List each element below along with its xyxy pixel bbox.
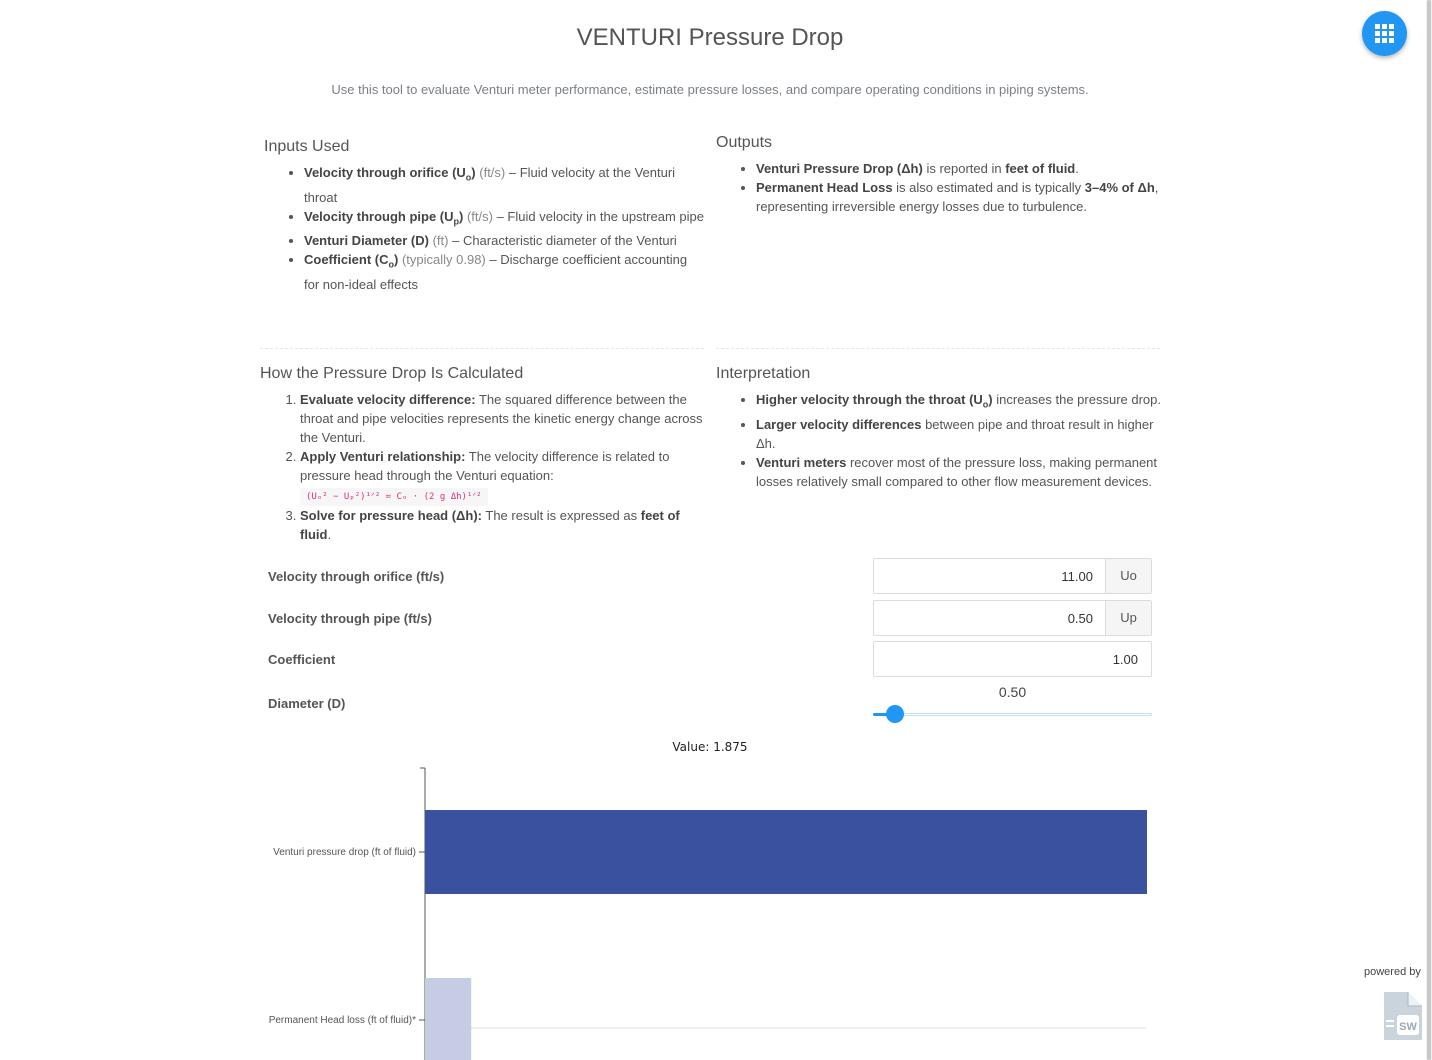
output-item-pressure-drop: • Venturi Pressure Drop (Δh) is reported in feet of fluid. <box>756 159 1166 178</box>
inputs-used-section <box>264 137 704 294</box>
outputs-section <box>716 133 1166 216</box>
result-value: Value: 1.875 <box>672 740 748 754</box>
chart-bar <box>425 978 471 1060</box>
uo-input[interactable] <box>873 558 1152 594</box>
diameter-label: Diameter (D) <box>268 696 346 711</box>
calc-step-2: 2. Apply Venturi relationship: The velocity difference is related to pressure head through the Venturi equation: (Uₒ² − Uₚ²)¹ᐟ² = Cₒ · (2 g Δh)¹ᐟ² <box>300 447 710 506</box>
chart-bar <box>425 810 1147 894</box>
calc-step-1: 1. Evaluate velocity difference: The squared difference between the throat and pipe velocities represents the kinetic energy change across the Venturi. <box>300 390 710 447</box>
interp-item-1: • Higher velocity through the throat $(U_o)$ increases the pressure drop. <box>756 390 1166 415</box>
section-divider-left <box>260 348 704 349</box>
up-addon: Up <box>1105 601 1151 635</box>
coefficient-label: Coefficient <box>268 652 336 667</box>
interpretation-heading: Interpretation <box>716 365 811 382</box>
section-divider-right <box>716 348 1160 349</box>
calculation-section <box>260 364 710 544</box>
diameter-slider-thumb[interactable] <box>886 705 904 723</box>
chart-y-tick-label: Permanent Head loss (ft of fluid)* <box>268 1015 416 1026</box>
output-item-head-loss: • Permanent Head Loss is also estimated and is typically 3–4% of Δh, representing irreversible energy losses due to turbulence. <box>756 178 1166 216</box>
powered-by-label: powered by <box>1364 966 1421 978</box>
chart-y-tick-label: Venturi pressure drop (ft of fluid) <box>273 847 416 858</box>
diameter-value: 0.50 <box>998 684 1027 700</box>
page-title: VENTURI Pressure Drop <box>576 24 844 51</box>
pressure-chart <box>250 760 1160 1060</box>
sw-logo-text: SW <box>1399 1021 1417 1033</box>
page-subtitle: Use this tool to evaluate Venturi meter performance, estimate pressure losses, and compare operating conditions in piping systems. <box>331 82 1089 97</box>
outputs-heading: Outputs <box>716 134 773 151</box>
calc-step-3: 3. Solve for pressure head (Δh): The result is expressed as feet of fluid. <box>300 506 710 544</box>
inputs-used-heading: Inputs Used <box>264 138 350 155</box>
sw-logo-icon[interactable] <box>1382 990 1424 1042</box>
venturi-formula: (Uₒ² − Uₚ²)¹ᐟ² = Cₒ · (2 g Δh)¹ᐟ² <box>300 488 488 506</box>
scrollbar-thumb[interactable] <box>1427 0 1431 1060</box>
up-label: Velocity through pipe (ft/s) <box>268 611 432 626</box>
interpretation-section <box>716 364 1166 491</box>
calculation-heading: How the Pressure Drop Is Calculated <box>260 365 524 382</box>
interp-item-3: • Venturi meters recover most of the pressure loss, making permanent losses relatively small compared to other flow measurement devices. <box>756 453 1166 491</box>
input-item-up: • Velocity through pipe $(U_p)$ (ft/s) – Fluid velocity in the upstream pipe <box>304 207 704 232</box>
uo-addon: Uo <box>1105 559 1151 593</box>
interp-item-2: • Larger velocity differences between pipe and throat result in higher Δh. <box>756 415 1166 453</box>
input-item-co: • Coefficient $(C_o)$ (typically 0.98) – Discharge coefficient accounting for non-ideal effects <box>304 250 704 294</box>
apps-button[interactable] <box>1362 11 1407 56</box>
coefficient-input-value[interactable]: 1.00 <box>1112 652 1138 667</box>
uo-label: Velocity through orifice (ft/s) <box>268 569 445 584</box>
uo-input-value[interactable]: 11.00 <box>1061 569 1093 584</box>
input-item-uo: • Velocity through orifice $(U_o)$ (ft/s) – Fluid velocity at the Venturi throat <box>304 163 704 207</box>
up-input-value[interactable]: 0.50 <box>1067 611 1093 626</box>
page-scrollbar[interactable] <box>1426 0 1432 1060</box>
apps-grid-icon <box>1375 24 1394 43</box>
up-input[interactable] <box>873 600 1152 636</box>
coefficient-input[interactable] <box>873 641 1152 677</box>
diameter-slider-track[interactable] <box>873 713 1152 716</box>
input-item-d: • Venturi Diameter (D) (ft) – Characteristic diameter of the Venturi <box>304 231 704 250</box>
